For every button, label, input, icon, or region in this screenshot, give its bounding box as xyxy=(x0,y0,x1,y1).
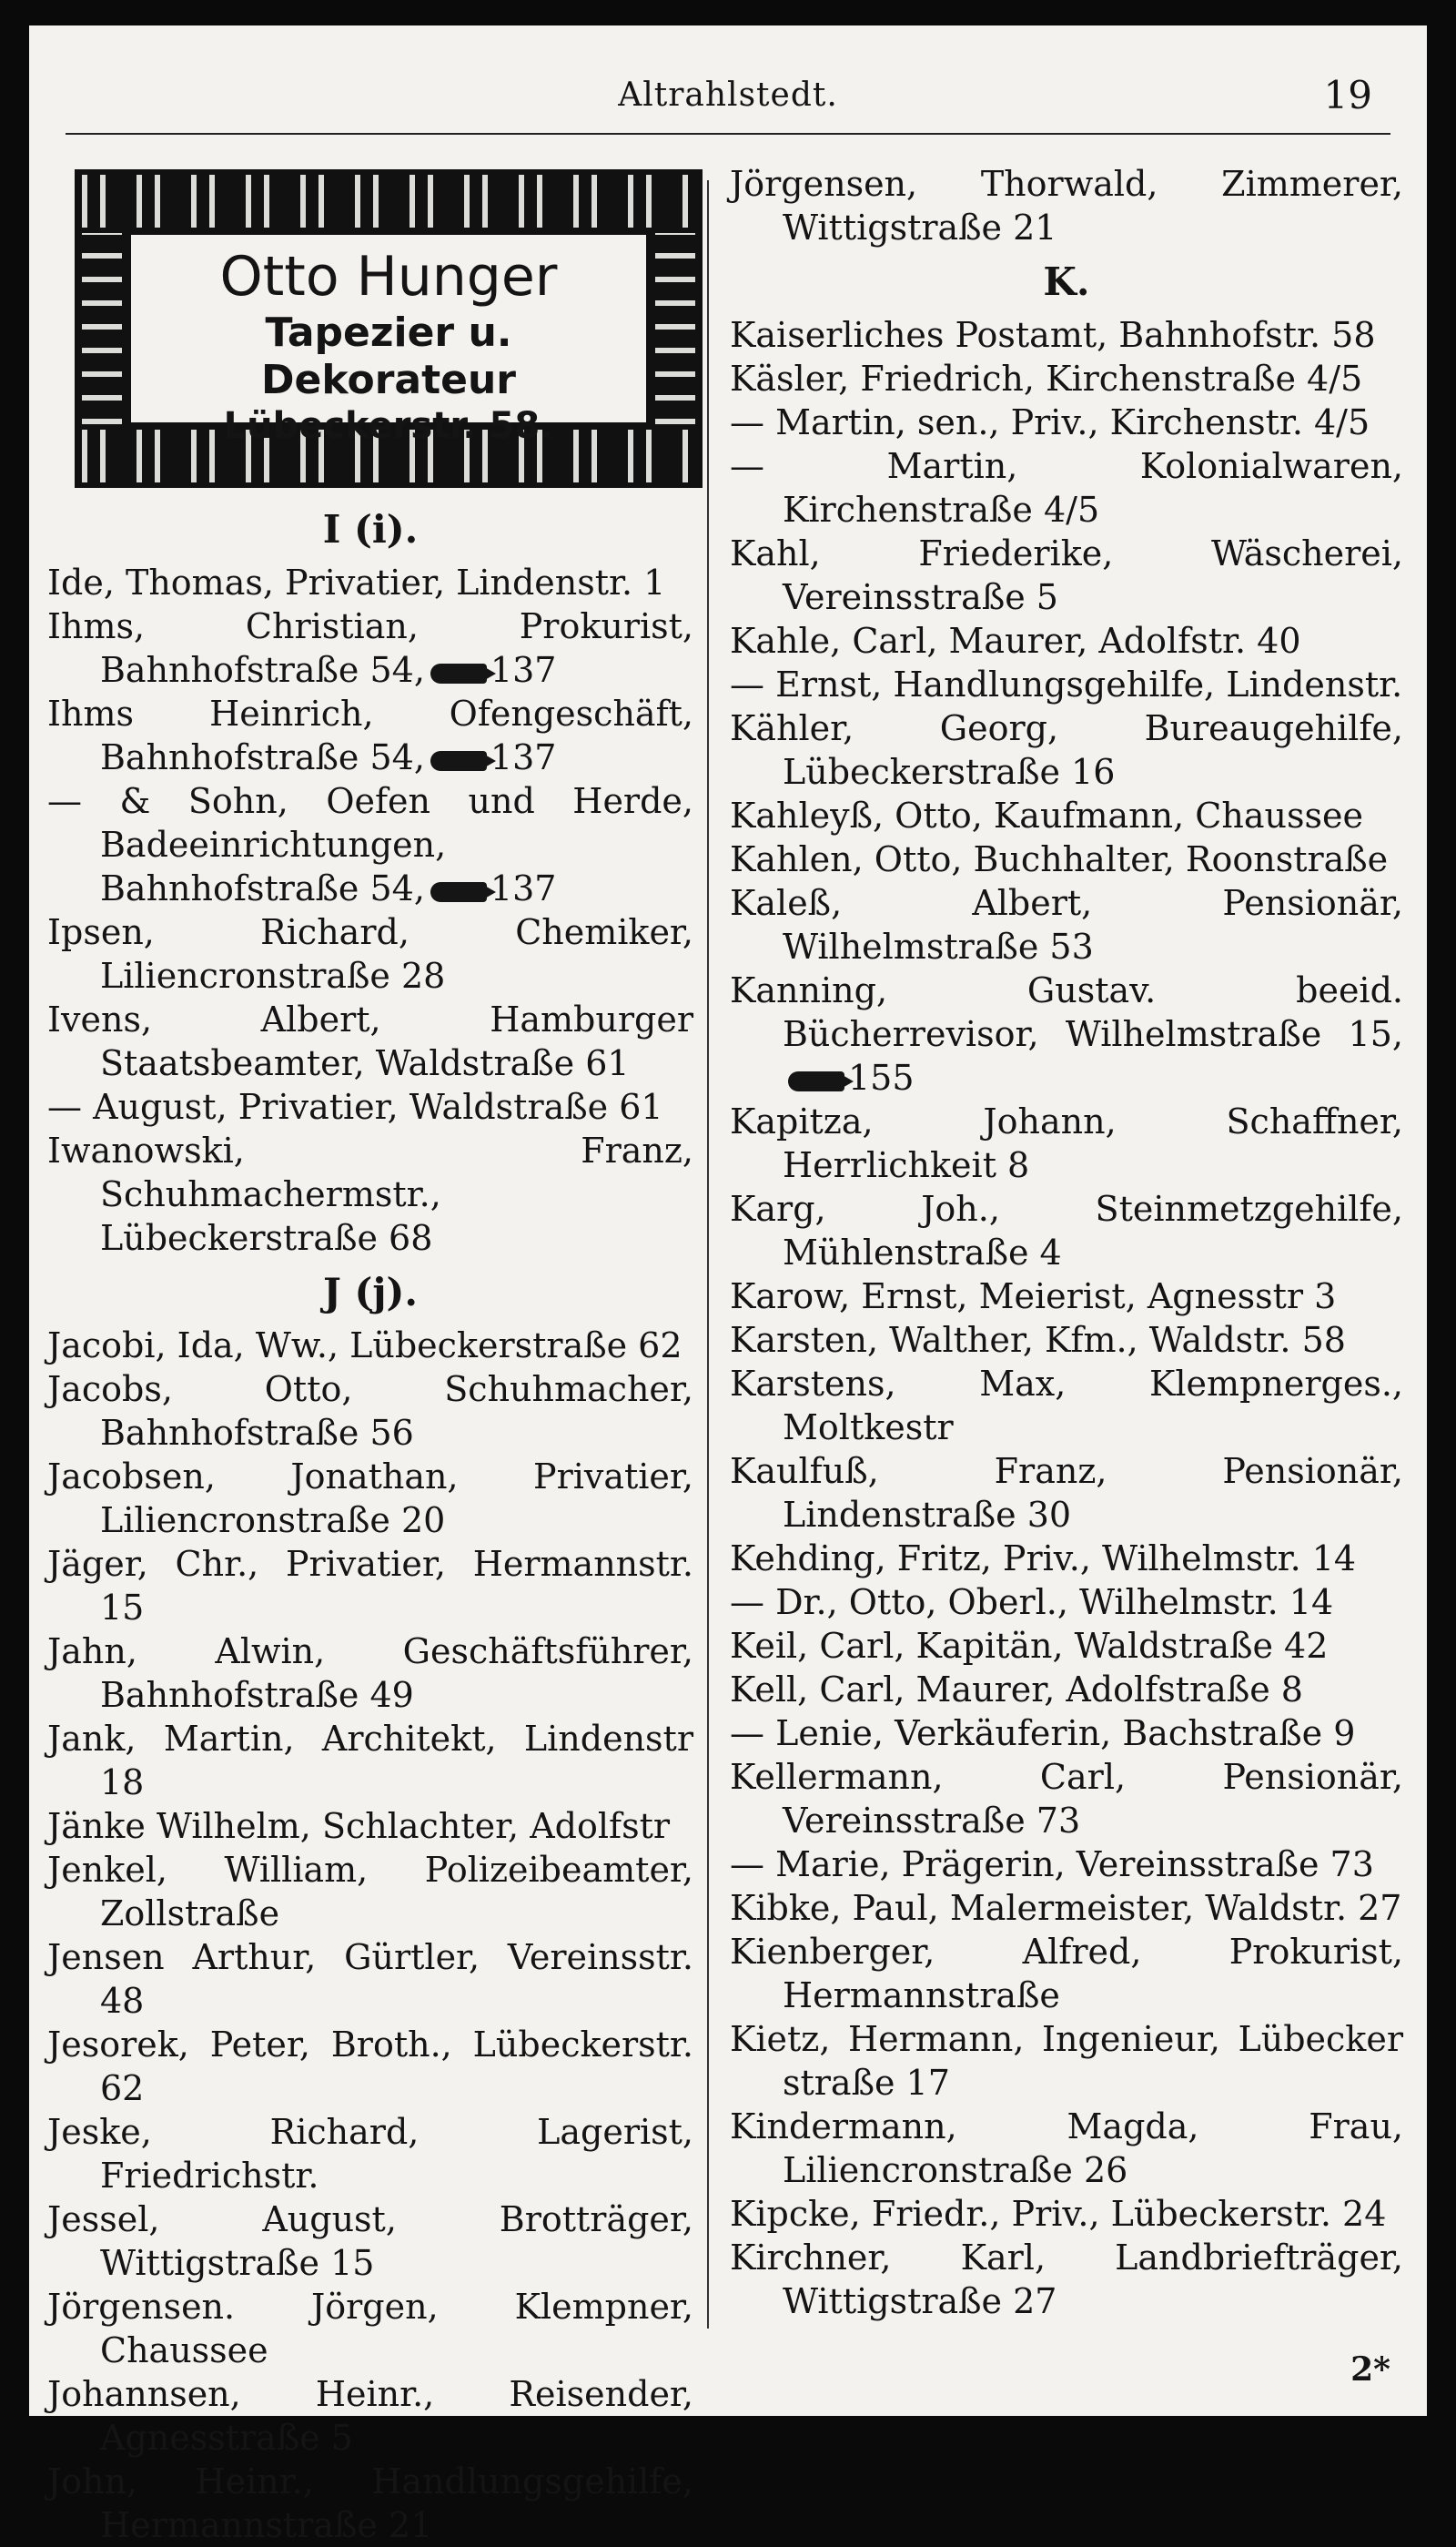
entry-text: Jacobi, Ida, Ww., Lübeckerstraße 62 xyxy=(47,1325,682,1365)
entry-text: Jesorek, Peter, Broth., Lübeckerstr. 62 xyxy=(47,2024,693,2108)
page-number: 19 xyxy=(1323,73,1372,117)
entry-text: Ihms Heinrich, Ofengeschäft, Bahnhofstraße 54, xyxy=(47,694,693,777)
telephone-icon xyxy=(430,882,487,902)
directory-entry xyxy=(47,998,693,1085)
directory-entry xyxy=(730,881,1403,969)
entry-text: Jank, Martin, Architekt, Lindenstr 18 xyxy=(47,1719,693,1802)
directory-entry xyxy=(47,2372,693,2460)
directory-entry xyxy=(47,692,693,779)
telephone-icon xyxy=(788,1071,844,1091)
entry-text: Jahn, Alwin, Geschäftsführer, Bahnhofstraße 49 xyxy=(47,1631,693,1715)
entry-text: Karow, Ernst, Meierist, Agnesstr 3 xyxy=(730,1276,1337,1316)
entry-text: Ipsen, Richard, Chemiker, Liliencronstraße 28 xyxy=(47,912,693,996)
entry-text: Karstens, Max, Klempnerges., Moltkestr xyxy=(730,1364,1403,1447)
entry-text: Kahle, Carl, Maurer, Adolfstr. 40 xyxy=(730,621,1301,661)
directory-entry xyxy=(730,1274,1403,1318)
entry-text: Jenkel, William, Polizeibeamter, Zollstraße xyxy=(47,1850,693,1933)
section-heading-k: K. xyxy=(1043,259,1090,304)
entry-text: Kellermann, Carl, Pensionär, Vereinsstraße 73 xyxy=(730,1757,1403,1841)
directory-entry xyxy=(47,1629,693,1717)
directory-entry xyxy=(730,706,1403,794)
directory-entry xyxy=(47,910,693,998)
directory-entry xyxy=(47,1324,693,1367)
directory-entry xyxy=(730,1755,1403,1842)
entry-text: Kienberger, Alfred, Prokurist, Hermannstraße xyxy=(730,1932,1403,2015)
entry-text: Kipcke, Friedr., Priv., Lübeckerstr. 24 xyxy=(730,2194,1387,2234)
directory-entry xyxy=(47,1367,693,1455)
entry-text: John, Heinr., Handlungsgehilfe, Hermannstraße 21 xyxy=(47,2461,693,2545)
directory-entry xyxy=(730,162,1403,249)
phone-number: 137 xyxy=(490,650,557,690)
entry-text: Kahl, Friederike, Wäscherei, Vereinsstraße 5 xyxy=(730,533,1403,617)
directory-entry xyxy=(47,2285,693,2372)
entry-text: — Dr., Otto, Oberl., Wilhelmstr. 14 xyxy=(730,1582,1334,1622)
directory-entry xyxy=(730,1624,1403,1668)
directory-entry xyxy=(730,313,1403,357)
entry-text: Kaleß, Albert, Pensionär, Wilhelmstraße 53 xyxy=(730,883,1403,967)
directory-entry xyxy=(730,1668,1403,1711)
phone-number: 137 xyxy=(490,868,557,908)
directory-entry xyxy=(47,2023,693,2110)
directory-entry xyxy=(47,604,693,692)
entry-text: Karsten, Walther, Kfm., Waldstr. 58 xyxy=(730,1320,1346,1360)
entry-text: Kahlen, Otto, Buchhalter, Roonstraße xyxy=(730,839,1389,879)
directory-entry xyxy=(730,357,1403,401)
entry-text: Kahleyß, Otto, Kaufmann, Chaussee xyxy=(730,796,1363,836)
entry-text: Kaulfuß, Franz, Pensionär, Lindenstraße 30 xyxy=(730,1451,1403,1535)
entry-text: Jacobsen, Jonathan, Privatier, Liliencronstraße 20 xyxy=(47,1456,693,1540)
directory-entry xyxy=(730,1930,1403,2017)
directory-entry xyxy=(730,1187,1403,1274)
directory-entry xyxy=(47,1848,693,1935)
directory-entry xyxy=(730,2192,1403,2236)
entry-text: Jörgensen. Jörgen, Klempner, Chaussee xyxy=(47,2287,693,2370)
column-divider xyxy=(707,180,709,2329)
entry-text: Johannsen, Heinr., Reisender, Agnesstraße 5 xyxy=(47,2374,693,2458)
directory-entry xyxy=(730,444,1403,532)
directory-entry xyxy=(730,2017,1403,2105)
ad-trade: Tapezier u. Dekorateur xyxy=(261,309,516,403)
directory-entry xyxy=(47,779,693,910)
directory-entry xyxy=(47,1129,693,1260)
directory-entry xyxy=(47,2110,693,2197)
directory-entry xyxy=(47,2197,693,2285)
ad-text-box xyxy=(131,235,646,447)
entry-text: Jeske, Richard, Lagerist, Friedrichstr. xyxy=(47,2112,693,2196)
entry-text: Jörgensen, Thorwald, Zimmerer, Wittigstraße 21 xyxy=(730,164,1403,248)
entry-text: Kanning, Gustav. beeid. Bücherrevisor, Wilhelmstraße 15, xyxy=(730,970,1403,1054)
entry-text: — August, Privatier, Waldstraße 61 xyxy=(47,1087,663,1127)
page-title: Altrahlstedt. xyxy=(618,76,838,114)
directory-entry xyxy=(47,1935,693,2023)
entry-text: Kirchner, Karl, Landbriefträger, Wittigstraße 27 xyxy=(730,2238,1403,2321)
ornament-border-right xyxy=(655,233,695,424)
telephone-icon xyxy=(430,664,487,684)
entry-text: Iwanowski, Franz, Schuhmachermstr., Lübeckerstraße 68 xyxy=(47,1131,693,1258)
entry-text: Kapitza, Johann, Schaffner, Herrlichkeit 8 xyxy=(730,1101,1403,1185)
telephone-icon xyxy=(430,751,487,771)
signature-mark: 2* xyxy=(1350,2350,1390,2389)
directory-entry xyxy=(730,1711,1403,1755)
entry-text: — Ernst, Handlungsgehilfe, Lindenstr. xyxy=(730,665,1403,705)
entry-text: Ide, Thomas, Privatier, Lindenstr. 1 xyxy=(47,563,666,603)
entry-text: Jacobs, Otto, Schuhmacher, Bahnhofstraße 56 xyxy=(47,1369,693,1453)
directory-entry xyxy=(730,1362,1403,1449)
directory-entry xyxy=(730,969,1403,1100)
entry-text: — & Sohn, Oefen und Herde, Badeeinrichtungen, Bahnhofstraße 54, xyxy=(47,781,693,908)
entry-text: Jäger, Chr., Privatier, Hermannstr. 15 xyxy=(47,1544,693,1628)
directory-entry xyxy=(730,1886,1403,1930)
running-head xyxy=(66,67,1390,135)
directory-entry xyxy=(730,1842,1403,1886)
entry-text: Kaiserliches Postamt, Bahnhofstr. 58 xyxy=(730,315,1376,355)
section-heading-i: I (i). xyxy=(322,507,419,552)
section-heading-j: J (j). xyxy=(322,1270,419,1314)
entry-text: Kibke, Paul, Malermeister, Waldstr. 27 xyxy=(730,1888,1402,1928)
entries-i xyxy=(47,561,693,1260)
directory-entry xyxy=(47,1717,693,1804)
entry-text: — Lenie, Verkäuferin, Bachstraße 9 xyxy=(730,1713,1356,1753)
directory-entry xyxy=(47,1542,693,1629)
entry-text: Jensen Arthur, Gürtler, Vereinsstr. 48 xyxy=(47,1937,693,2021)
phone-number: 155 xyxy=(848,1058,915,1098)
left-column xyxy=(47,162,693,2547)
entry-text: Keil, Carl, Kapitän, Waldstraße 42 xyxy=(730,1626,1329,1666)
entries-k xyxy=(730,313,1403,2323)
directory-entry xyxy=(47,2460,693,2547)
entry-text: Kähler, Georg, Bureaugehilfe, Lübeckerstraße 16 xyxy=(730,708,1403,792)
entries-continued xyxy=(730,162,1403,249)
directory-entry xyxy=(730,1100,1403,1187)
directory-entry xyxy=(730,619,1403,663)
directory-entry xyxy=(730,837,1403,881)
directory-entry xyxy=(730,2236,1403,2323)
entry-text: — Martin, sen., Priv., Kirchenstr. 4/5 xyxy=(730,402,1370,442)
entry-text: Kell, Carl, Maurer, Adolfstraße 8 xyxy=(730,1669,1303,1710)
directory-entry xyxy=(47,1804,693,1848)
directory-entry xyxy=(47,561,693,604)
entry-text: — Marie, Prägerin, Vereinsstraße 73 xyxy=(730,1844,1374,1884)
directory-entry xyxy=(730,1580,1403,1624)
directory-entry xyxy=(730,794,1403,837)
entry-text: Kehding, Fritz, Priv., Wilhelmstr. 14 xyxy=(730,1538,1357,1578)
entry-text: Jessel, August, Brotträger, Wittigstraße 15 xyxy=(47,2199,693,2283)
directory-entry xyxy=(730,1318,1403,1362)
entry-text: Ihms, Christian, Prokurist, Bahnhofstraße 54, xyxy=(47,606,693,690)
entry-text: — Martin, Kolonialwaren, Kirchenstraße 4/5 xyxy=(730,446,1403,530)
directory-entry xyxy=(730,401,1403,444)
ornament-border-left xyxy=(82,233,122,424)
phone-number: 137 xyxy=(490,737,557,777)
directory-entry xyxy=(47,1455,693,1542)
directory-entry xyxy=(47,1085,693,1129)
directory-entry xyxy=(730,1537,1403,1580)
entry-text: Kietz, Hermann, Ingenieur, Lübecker straße 17 xyxy=(730,2019,1403,2103)
directory-page xyxy=(29,25,1427,2545)
entry-text: Käsler, Friedrich, Kirchenstraße 4/5 xyxy=(730,359,1363,399)
directory-entry xyxy=(730,2105,1403,2192)
entries-j xyxy=(47,1324,693,2547)
right-column xyxy=(730,162,1403,2323)
advertisement xyxy=(75,169,703,488)
directory-entry xyxy=(730,663,1403,706)
entry-text: Ivens, Albert, Hamburger Staatsbeamter, Waldstraße 61 xyxy=(47,1000,693,1083)
ornament-border-top xyxy=(82,175,695,228)
directory-entry xyxy=(730,532,1403,619)
ad-address: Lübeckerstr. 58. xyxy=(223,405,554,447)
entry-text: Kindermann, Magda, Frau, Liliencronstraße 26 xyxy=(730,2106,1403,2190)
ad-name: Otto Hunger xyxy=(219,245,558,309)
directory-entry xyxy=(730,1449,1403,1537)
entry-text: Karg, Joh., Steinmetzgehilfe, Mühlenstraße 4 xyxy=(730,1189,1403,1273)
entry-text: Jänke Wilhelm, Schlachter, Adolfstr xyxy=(47,1806,671,1846)
